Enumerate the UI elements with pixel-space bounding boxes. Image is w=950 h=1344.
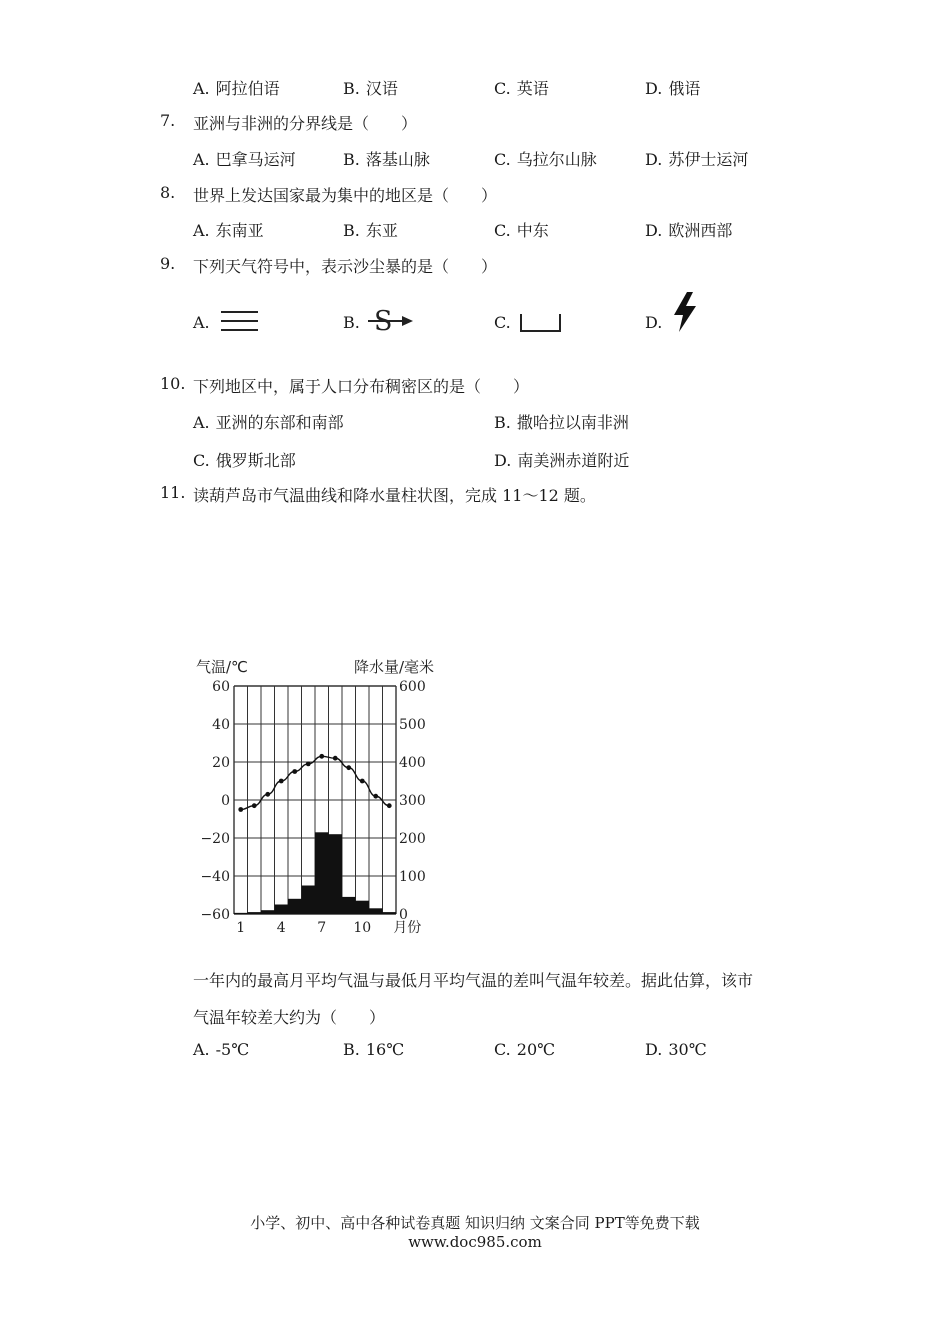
precipitation-tick-label: 400 xyxy=(399,755,426,771)
q7-option-a: A. 巴拿马运河 xyxy=(193,150,296,169)
temperature-point xyxy=(265,792,270,797)
q11-paragraph-line1: 一年内的最高月平均气温与最低月平均气温的差叫气温年较差。据此估算，该市 xyxy=(193,971,754,990)
x-axis-label: 月份 xyxy=(393,920,422,936)
q7-option-b: B. 落基山脉 xyxy=(343,150,430,169)
q11-paragraph-line2: 气温年较差大约为（ ） xyxy=(193,1008,386,1027)
x-tick-label: 4 xyxy=(276,920,286,936)
temperature-point xyxy=(292,769,297,774)
q10-option-a: A. 亚洲的东部和南部 xyxy=(193,413,344,432)
temperature-point xyxy=(319,754,324,759)
temperature-tick-label: −60 xyxy=(200,907,230,923)
q10-option-c: C. 俄罗斯北部 xyxy=(193,451,296,470)
footer-url: www.doc985.com xyxy=(408,1233,542,1251)
temperature-tick-label: −20 xyxy=(200,831,230,847)
temperature-point xyxy=(252,803,257,808)
temperature-tick-label: 20 xyxy=(212,755,230,771)
climate-chart xyxy=(188,652,448,942)
q8-option-b: B. 东亚 xyxy=(343,221,398,240)
precipitation-bar xyxy=(248,912,262,914)
q11-stem: 读葫芦岛市气温曲线和降水量柱状图，完成 11～12 题。 xyxy=(193,486,596,505)
precipitation-bar xyxy=(369,908,383,914)
q8-option-c: C. 中东 xyxy=(494,221,549,240)
q9-option-a-letter: A. xyxy=(193,313,210,332)
x-tick-label: 1 xyxy=(236,920,246,936)
precipitation-tick-label: 300 xyxy=(399,793,426,809)
q8-number: 8. xyxy=(160,183,176,202)
q10-option-d: D. 南美洲赤道附近 xyxy=(494,451,630,470)
temperature-tick-label: 0 xyxy=(221,793,230,809)
precipitation-bar xyxy=(234,913,248,914)
bracket-symbol-icon xyxy=(518,312,564,334)
precipitation-bar xyxy=(315,832,329,914)
q9-option-b-letter: B. xyxy=(343,313,360,332)
temperature-point xyxy=(306,762,311,767)
temperature-point xyxy=(279,779,284,784)
q7-option-c: C. 乌拉尔山脉 xyxy=(494,150,597,169)
q11-option-a: A. -5℃ xyxy=(193,1040,250,1059)
fog-symbol-icon xyxy=(220,309,260,333)
x-tick-label: 10 xyxy=(353,920,372,936)
q7-stem: 亚洲与非洲的分界线是（ ） xyxy=(193,114,418,133)
q6-option-a: A. 阿拉伯语 xyxy=(193,79,280,98)
q9-stem: 下列天气符号中，表示沙尘暴的是（ ） xyxy=(193,257,498,276)
q6-option-b: B. 汉语 xyxy=(343,79,398,98)
precipitation-bar xyxy=(329,834,343,914)
temperature-tick-label: 40 xyxy=(212,717,230,733)
q9-option-d-letter: D. xyxy=(645,313,663,332)
precipitation-bar xyxy=(383,912,397,914)
precipitation-bar xyxy=(288,899,302,914)
precipitation-bars xyxy=(234,832,396,914)
q10-stem: 下列地区中，属于人口分布稠密区的是（ ） xyxy=(193,377,530,396)
left-axis-label: 气温/℃ xyxy=(196,658,248,676)
precipitation-bar xyxy=(356,901,370,914)
precipitation-tick-label: 0 xyxy=(399,907,408,923)
precipitation-tick-label: 600 xyxy=(399,679,426,695)
q9-option-c-letter: C. xyxy=(494,313,511,332)
precipitation-tick-label: 100 xyxy=(399,869,426,885)
temperature-point xyxy=(333,756,338,761)
precipitation-bar xyxy=(302,886,316,915)
q11-option-b: B. 16℃ xyxy=(343,1040,405,1059)
footer-line1: 小学、初中、高中各种试卷真题 知识归纳 文案合同 PPT等免费下载 xyxy=(250,1214,700,1232)
precipitation-tick-label: 200 xyxy=(399,831,426,847)
x-tick-label: 7 xyxy=(317,920,327,936)
q10-option-b: B. 撒哈拉以南非洲 xyxy=(494,413,629,432)
q10-number: 10. xyxy=(160,374,186,393)
temperature-point xyxy=(238,807,243,812)
q6-option-c: C. 英语 xyxy=(494,79,549,98)
q7-option-d: D. 苏伊士运河 xyxy=(645,150,749,169)
temperature-tick-label: 60 xyxy=(212,679,230,695)
q8-option-a: A. 东南亚 xyxy=(193,221,264,240)
q9-number: 9. xyxy=(160,254,176,273)
q7-number: 7. xyxy=(160,111,176,130)
temperature-point xyxy=(373,794,378,799)
temperature-tick-label: −40 xyxy=(200,869,230,885)
q11-option-c: C. 20℃ xyxy=(494,1040,556,1059)
temperature-point xyxy=(346,765,351,770)
q6-option-d: D. 俄语 xyxy=(645,79,701,98)
sandstorm-symbol-icon xyxy=(366,305,416,337)
svg-text:S: S xyxy=(374,306,393,337)
precipitation-bar xyxy=(275,905,289,915)
precipitation-tick-label: 500 xyxy=(399,717,426,733)
precipitation-bar xyxy=(342,897,356,914)
precipitation-bar xyxy=(261,910,275,914)
temperature-point xyxy=(387,803,392,808)
right-axis-label: 降水量/毫米 xyxy=(353,658,434,676)
q11-option-d: D. 30℃ xyxy=(645,1040,707,1059)
q11-number: 11. xyxy=(160,483,186,502)
temperature-point xyxy=(360,779,365,784)
lightning-symbol-icon xyxy=(670,291,700,333)
q8-stem: 世界上发达国家最为集中的地区是（ ） xyxy=(193,186,498,205)
q8-option-d: D. 欧洲西部 xyxy=(645,221,733,240)
